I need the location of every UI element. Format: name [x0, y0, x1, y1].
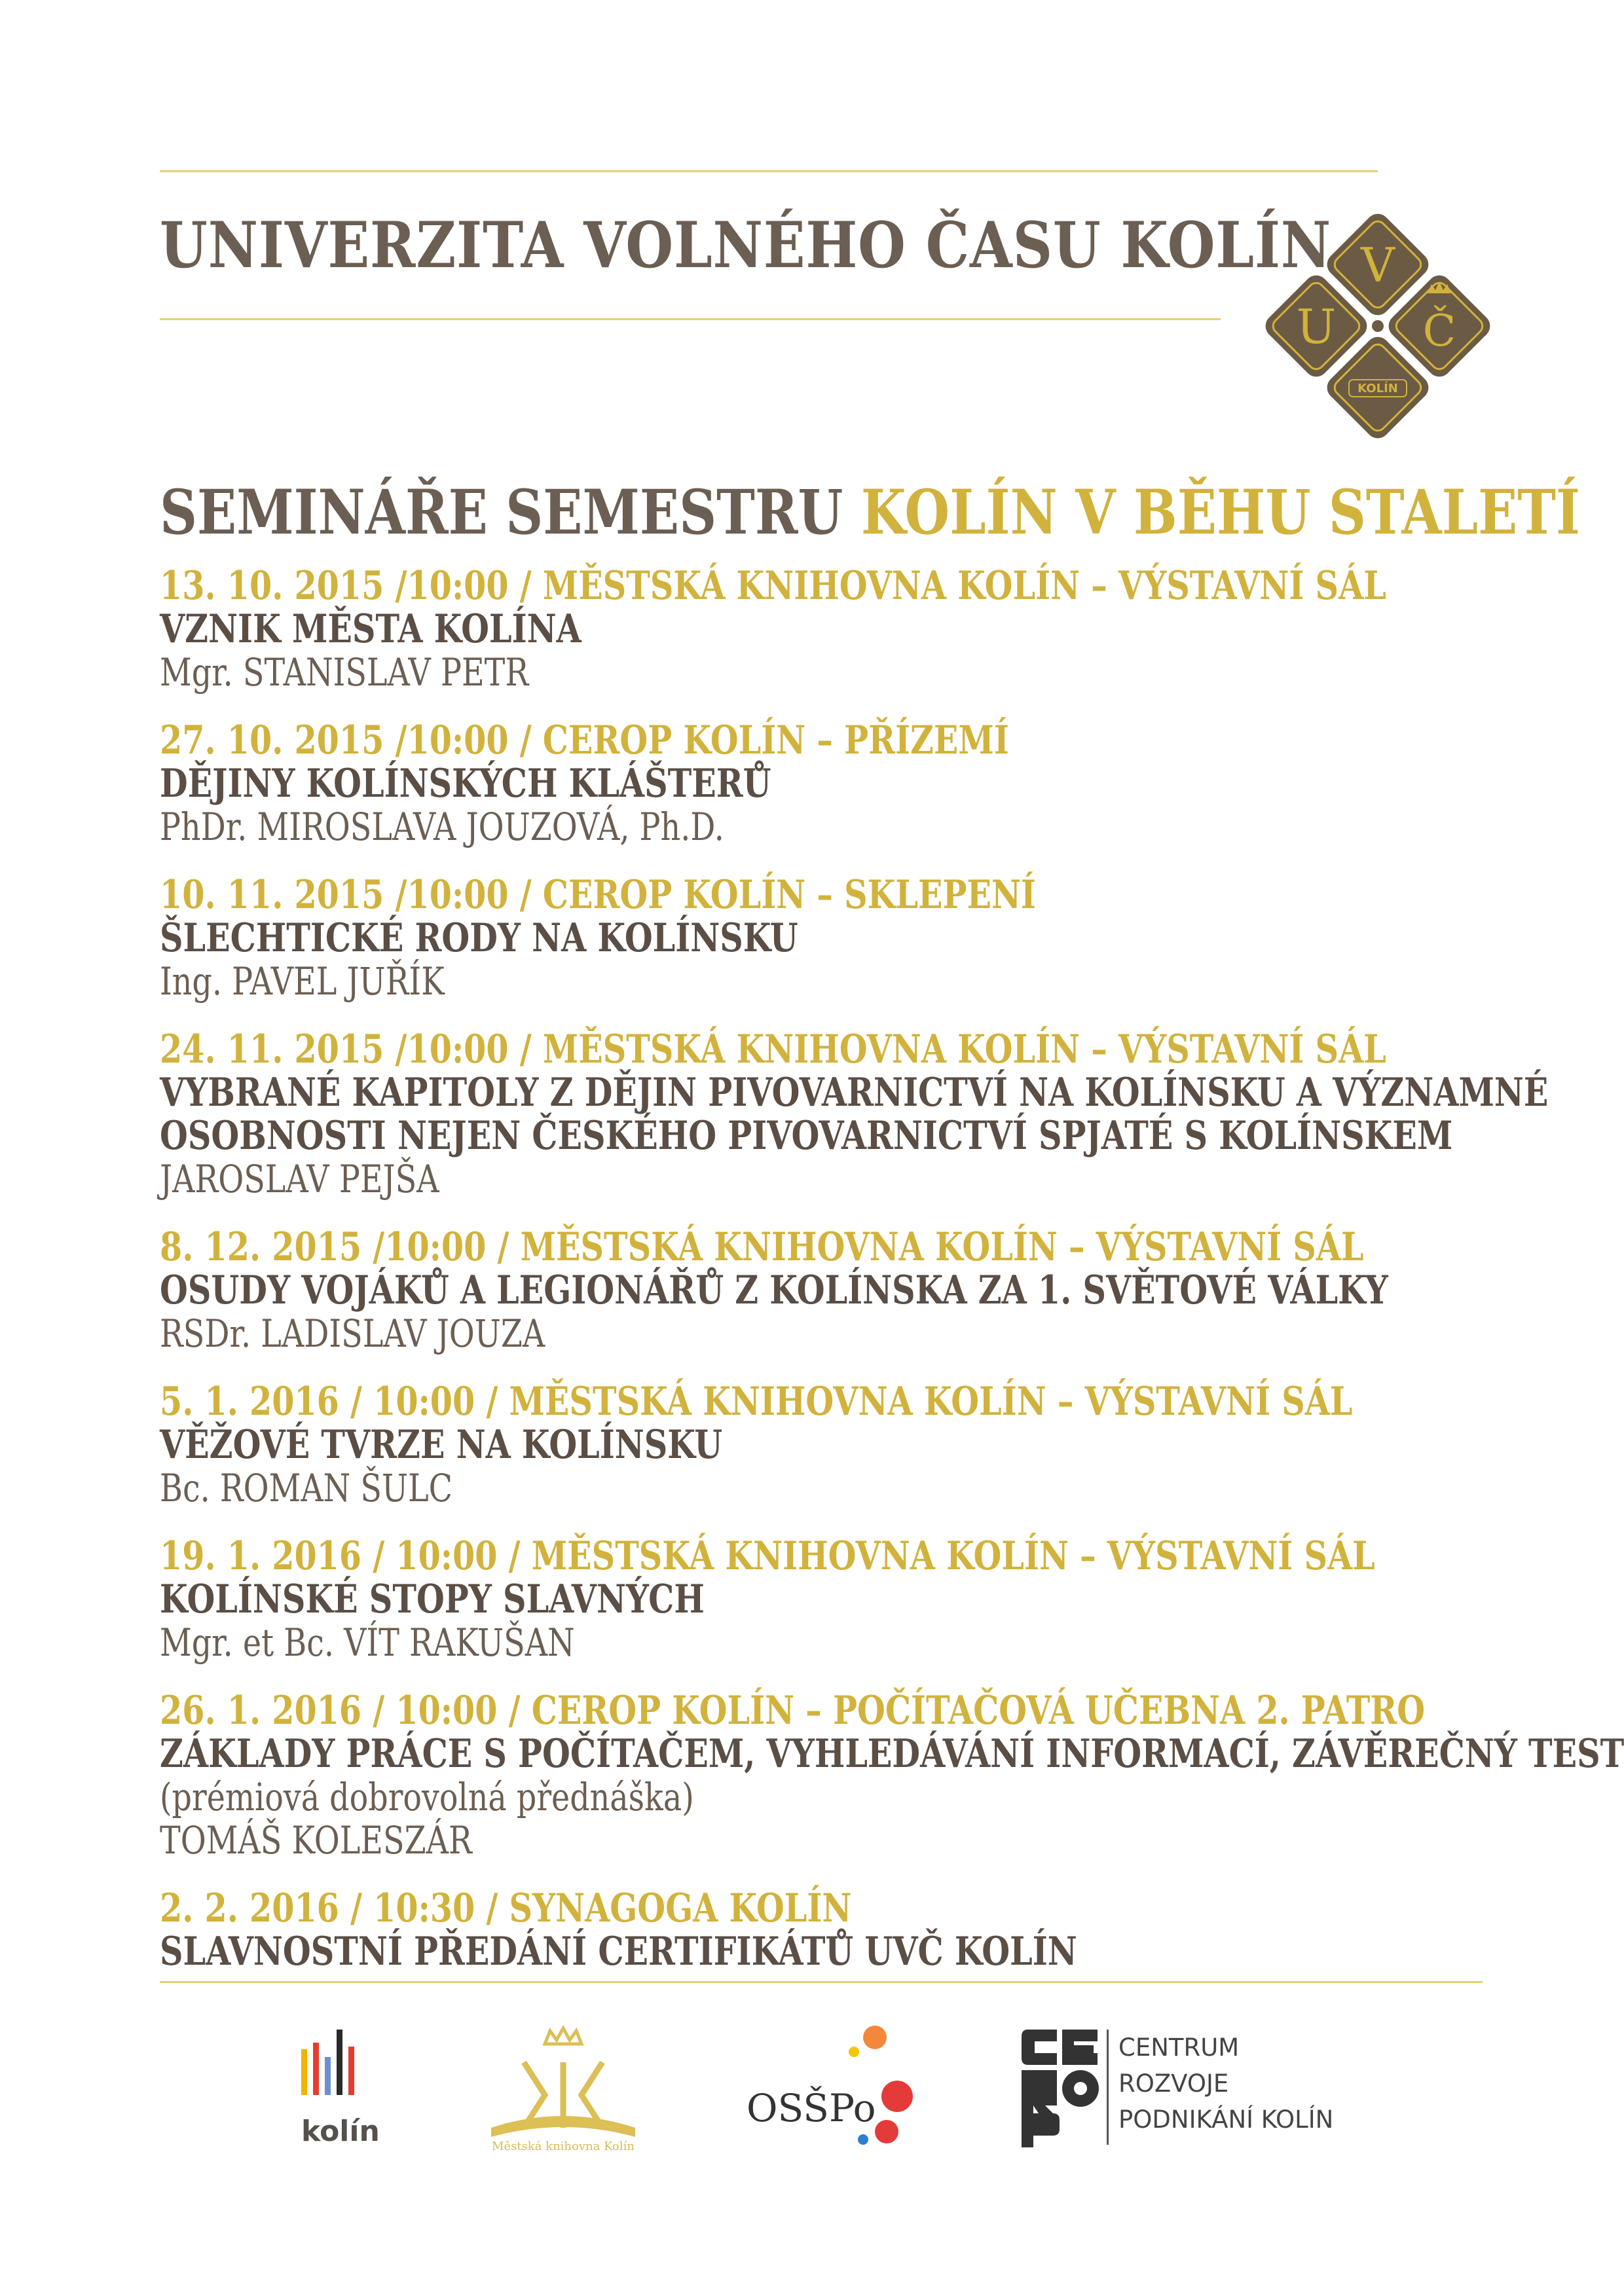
organization-title: UNIVERZITA VOLNÉHO ČASU KOLÍN — [160, 208, 1332, 282]
kolin-city-logo — [288, 2023, 380, 2154]
event-speaker: PhDr. MIROSLAVA JOUZOVÁ, Ph.D. — [160, 805, 724, 849]
seminars-title-prefix: SEMINÁŘE SEMESTRU — [160, 477, 843, 549]
cerop-text — [1118, 2030, 1333, 2138]
footer-rule — [160, 1981, 1483, 1983]
event-title: VZNIK MĚSTA KOLÍNA — [160, 606, 581, 652]
logo-letter-v: V — [1361, 238, 1395, 293]
event-speaker: TOMÁŠ KOLESZÁR — [160, 1818, 472, 1863]
event-speaker: Ing. PAVEL JUŘÍK — [160, 959, 445, 1004]
crown-book-icon — [485, 2023, 642, 2141]
event-title: OSUDY VOJÁKŮ A LEGIONÁŘŮ Z KOLÍNSKA ZA 1. SVĚTOVÉ VÁLKY — [160, 1267, 1388, 1313]
event-item — [160, 1535, 1568, 1664]
event-item — [160, 873, 1568, 1003]
logo-badge — [1349, 380, 1407, 397]
seminars-title — [160, 477, 1580, 549]
cerop-line: ROZVOJE — [1118, 2069, 1229, 2098]
event-item — [160, 1028, 1568, 1201]
event-item — [160, 1380, 1568, 1510]
event-item — [160, 564, 1568, 694]
event-title: VYBRANÉ KAPITOLY Z DĚJIN PIVOVARNICTVÍ NA KOLÍNSKU A VÝZNAMNÉ — [160, 1070, 1549, 1116]
event-item — [160, 1226, 1568, 1355]
svg-text:KOLÍN: KOLÍN — [1357, 382, 1398, 395]
event-title: VĚŽOVÉ TVRZE NA KOLÍNSKU — [160, 1422, 723, 1468]
logo-letter-c: Č — [1422, 306, 1456, 356]
dots-icon — [845, 2023, 936, 2154]
event-note: (prémiová dobrovolná přednáška) — [160, 1775, 694, 1819]
event-item — [160, 1688, 1624, 1863]
event-date: 2. 2. 2016 / 10:30 / SYNAGOGA KOLÍN — [160, 1886, 852, 1931]
seminars-title-highlight: KOLÍN V BĚHU STALETÍ — [860, 477, 1580, 549]
event-item — [160, 719, 1568, 848]
event-date: 26. 1. 2016 / 10:00 / CEROP KOLÍN – POČÍTAČOVÁ UČEBNA 2. PATRO — [160, 1688, 1426, 1734]
event-speaker: Mgr. et Bc. VÍT RAKUŠAN — [160, 1620, 575, 1665]
event-title: DĚJINY KOLÍNSKÝCH KLÁŠTERŮ — [160, 761, 771, 807]
event-date: 5. 1. 2016 / 10:00 / MĚSTSKÁ KNIHOVNA KOLÍN – VÝSTAVNÍ SÁL — [160, 1379, 1353, 1425]
osspo-text: OSŠPo — [747, 2086, 876, 2130]
osspo-logo — [747, 2023, 930, 2154]
title-underline — [160, 318, 1221, 320]
partner-logos — [0, 2023, 1624, 2180]
logo-letter-u: U — [1296, 299, 1337, 354]
event-date: 8. 12. 2015 /10:00 / MĚSTSKÁ KNIHOVNA KOLÍN – VÝSTAVNÍ SÁL — [160, 1224, 1364, 1270]
event-title: ŠLECHTICKÉ RODY NA KOLÍNSKU — [160, 915, 798, 961]
event-item — [160, 1887, 1568, 1973]
event-title: ZÁKLADY PRÁCE S POČÍTAČEM, VYHLEDÁVÁNÍ INFORMACÍ, ZÁVĚREČNÝ TEST — [160, 1731, 1624, 1777]
logo-center-dot — [1372, 320, 1384, 332]
kolin-bars-icon — [301, 2030, 373, 2095]
event-title: SLAVNOSTNÍ PŘEDÁNÍ CERTIFIKÁTŮ UVČ KOLÍN — [160, 1929, 1077, 1975]
cerop-line: CENTRUM — [1118, 2033, 1240, 2062]
uvc-kolin-logo — [1261, 211, 1494, 444]
event-list — [160, 563, 1624, 1998]
event-date: 10. 11. 2015 /10:00 / CEROP KOLÍN – SKLEPENÍ — [160, 872, 1036, 918]
event-speaker: Mgr. STANISLAV PETR — [160, 650, 529, 695]
cerop-divider — [1107, 2030, 1109, 2145]
event-date: 13. 10. 2015 /10:00 / MĚSTSKÁ KNIHOVNA KOLÍN – VÝSTAVNÍ SÁL — [160, 563, 1386, 609]
library-caption: Městská knihovna Kolín — [492, 2140, 635, 2153]
city-library-logo — [485, 2023, 642, 2160]
event-speaker: Bc. ROMAN ŠULC — [160, 1466, 453, 1510]
cerop-logo — [1022, 2023, 1375, 2154]
cerop-mark-icon — [1022, 2030, 1100, 2147]
event-title-continued: OSOBNOSTI NEJEN ČESKÉHO PIVOVARNICTVÍ SPJATÉ S KOLÍNSKEM — [160, 1113, 1453, 1159]
event-speaker: JAROSLAV PEJŠA — [160, 1157, 439, 1201]
event-date: 24. 11. 2015 /10:00 / MĚSTSKÁ KNIHOVNA KOLÍN – VÝSTAVNÍ SÁL — [160, 1027, 1386, 1072]
event-date: 27. 10. 2015 /10:00 / CEROP KOLÍN – PŘÍZEMÍ — [160, 718, 1009, 763]
top-rule — [160, 170, 1378, 172]
cerop-line: PODNIKÁNÍ KOLÍN — [1118, 2105, 1334, 2134]
event-speaker: RSDr. LADISLAV JOUZA — [160, 1311, 545, 1356]
event-title: KOLÍNSKÉ STOPY SLAVNÝCH — [160, 1576, 705, 1622]
kolin-logo-text: kolín — [301, 2115, 380, 2148]
event-date: 19. 1. 2016 / 10:00 / MĚSTSKÁ KNIHOVNA KOLÍN – VÝSTAVNÍ SÁL — [160, 1533, 1375, 1579]
